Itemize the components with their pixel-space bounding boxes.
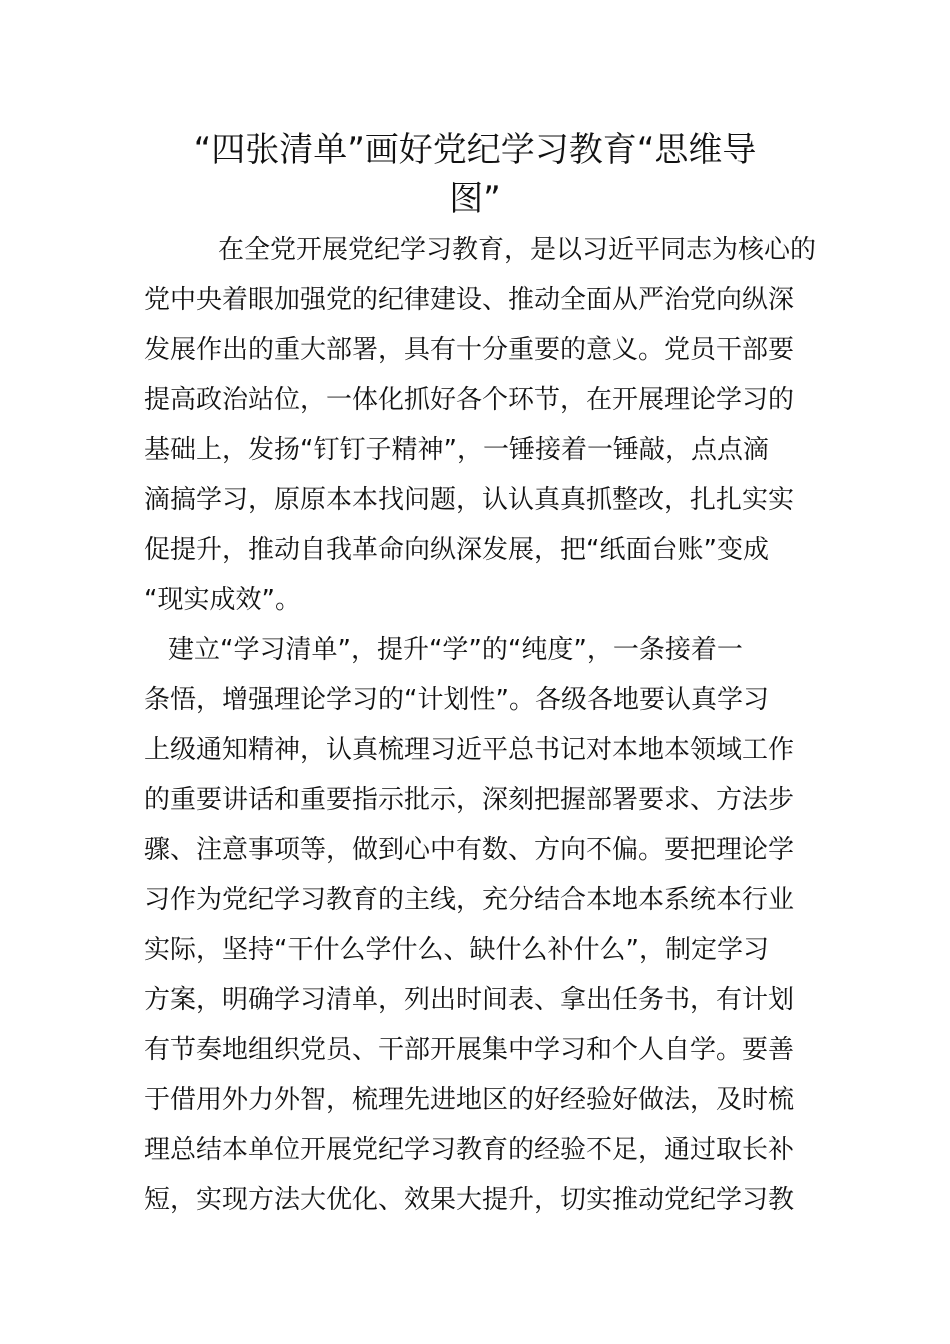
body-line: 有节奏地组织党员、干部开展集中学习和个人自学。要善 [144, 1035, 795, 1065]
body-line: 理总结本单位开展党纪学习教育的经验不足，通过取长补 [144, 1135, 795, 1165]
body-line: 上级通知精神，认真梳理习近平总书记对本地本领域工作 [144, 735, 795, 765]
body-line: 在全党开展党纪学习教育，是以习近平同志为核心的 [218, 235, 817, 265]
body-line: 骤、注意事项等，做到心中有数、方向不偏。要把理论学 [144, 835, 795, 865]
body-line: 发展作出的重大部署，具有十分重要的意义。党员干部要 [144, 335, 795, 365]
document-title-line-1: “四张清单”画好党纪学习教育“思维导 [193, 130, 757, 170]
body-line: 条悟，增强理论学习的“计划性”。各级各地要认真学习 [144, 685, 769, 715]
body-line: 基础上，发扬“钉钉子精神”，一锤接着一锤敲，点点滴 [144, 435, 769, 465]
body-line: 提高政治站位，一体化抓好各个环节，在开展理论学习的 [144, 385, 795, 415]
body-line: 于借用外力外智，梳理先进地区的好经验好做法，及时梳 [144, 1085, 795, 1115]
body-line: “现实成效”。 [144, 585, 301, 615]
body-line: 习作为党纪学习教育的主线，充分结合本地本系统本行业 [144, 885, 795, 915]
document-title-line-2: 图” [449, 179, 501, 219]
body-line: 实际，坚持“干什么学什么、缺什么补什么”，制定学习 [144, 935, 769, 965]
body-line: 党中央着眼加强党的纪律建设、推动全面从严治党向纵深 [144, 285, 795, 315]
body-line: 的重要讲话和重要指示批示，深刻把握部署要求、方法步 [144, 785, 795, 815]
body-line: 促提升，推动自我革命向纵深发展，把“纸面台账”变成 [144, 535, 769, 565]
body-line: 短，实现方法大优化、效果大提升，切实推动党纪学习教 [144, 1185, 795, 1215]
body-line: 方案，明确学习清单，列出时间表、拿出任务书，有计划 [144, 985, 795, 1015]
body-line: 建立“学习清单”，提升“学”的“纯度”，一条接着一 [168, 635, 743, 665]
body-line: 滴搞学习，原原本本找问题，认认真真抓整改，扎扎实实 [144, 485, 795, 515]
